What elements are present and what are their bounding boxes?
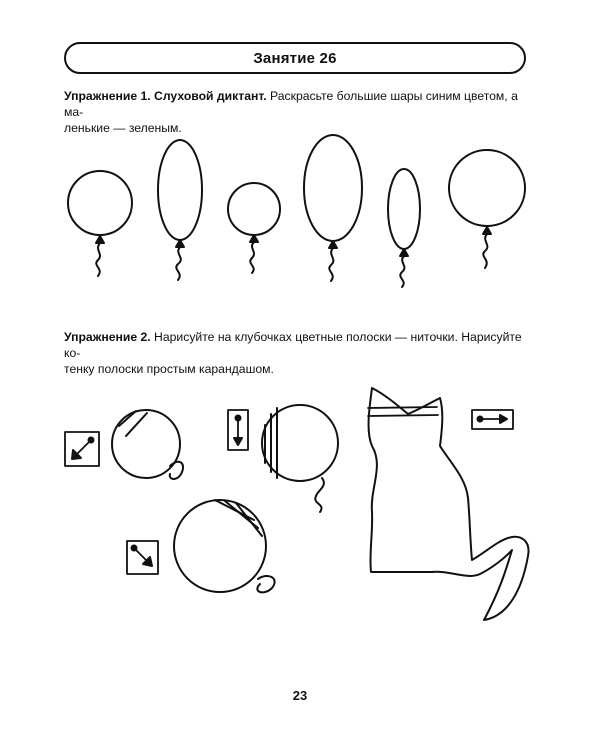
exercise-2-text-line2: тенку полоски простым карандашом. [64, 362, 274, 376]
exercise-2-text-line1: Нарисуйте на клубочках цветные полоски — ниточки. Нарисуйте ко- [64, 330, 522, 360]
balloon-big-oval[interactable] [304, 135, 362, 281]
arrow-box-down-right [127, 541, 158, 574]
exercise-2-instructions [64, 329, 530, 377]
arrow-box-right [472, 410, 513, 429]
yarn-ball-small[interactable] [112, 410, 183, 479]
arrow-box-down-left [65, 432, 99, 466]
page-number: 23 [292, 688, 308, 703]
exercise-1-text-line1: Раскрасьте большие шары синим цветом, а ма- [64, 89, 518, 119]
balloon-small-round[interactable] [228, 183, 280, 273]
balloon-big-round[interactable] [68, 171, 132, 276]
lesson-title: Занятие 26 [253, 49, 337, 67]
yarn-ball-medium[interactable] [262, 405, 338, 512]
exercise-1-label: Упражнение 1. Слуховой диктант. [64, 89, 267, 103]
exercise-1-text-line2: ленькие — зеленым. [64, 121, 182, 135]
balloon-big-round[interactable] [449, 150, 525, 268]
balloon-big-oval[interactable] [158, 140, 202, 280]
balloon-small-oval[interactable] [388, 169, 420, 287]
balloon-row [68, 135, 525, 287]
arrow-box-down [228, 410, 248, 450]
kitten-outline[interactable] [368, 388, 528, 620]
yarn-ball-large[interactable] [174, 500, 275, 592]
exercise-2-label: Упражнение 2. [64, 330, 151, 344]
